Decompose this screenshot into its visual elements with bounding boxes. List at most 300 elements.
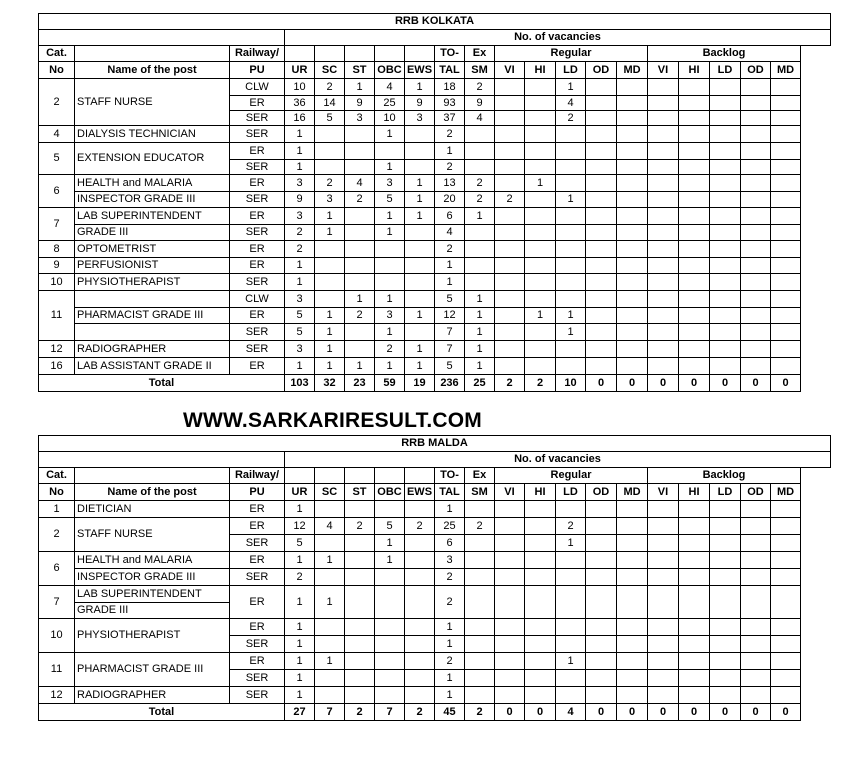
- table-row: [39, 143, 831, 160]
- total-cell: 2: [405, 704, 435, 721]
- cell-bod: [741, 586, 771, 619]
- cell-sc: 1: [315, 586, 345, 619]
- cell-st: [345, 274, 375, 291]
- cell-post: EXTENSION EDUCATOR: [75, 143, 230, 175]
- header-cell: SC: [315, 484, 345, 501]
- cell-vi: [495, 636, 525, 653]
- total-cell: 7: [315, 704, 345, 721]
- cell-railway: SER: [230, 569, 285, 586]
- cell-ld: [556, 208, 586, 225]
- cell-ld: [556, 274, 586, 291]
- cell-ur: 1: [285, 653, 315, 670]
- cell-obc: 1: [375, 208, 405, 225]
- cell-bhi: [679, 324, 710, 341]
- cell-total: 7: [435, 341, 465, 358]
- cell-post: OPTOMETRIST: [75, 241, 230, 258]
- total-cell: 19: [405, 375, 435, 392]
- cell-od: [586, 308, 617, 324]
- cell-md: [617, 143, 648, 160]
- cell-obc: 10: [375, 111, 405, 126]
- cell-sc: [315, 241, 345, 258]
- cell-bmd: [771, 225, 801, 241]
- cell-vi: [495, 96, 525, 111]
- cell-bld: [710, 636, 741, 653]
- cell-cat: 5: [39, 143, 75, 175]
- cell-ld: 1: [556, 653, 586, 670]
- cell-bvi: [648, 192, 679, 208]
- cell-bhi: [679, 308, 710, 324]
- header-cell: Ex: [465, 46, 495, 62]
- total-cell: 0: [648, 704, 679, 721]
- header-cell: VI: [648, 62, 679, 79]
- cell-vi: [495, 535, 525, 552]
- cell-hi: [525, 619, 556, 636]
- cell-ur: 5: [285, 535, 315, 552]
- cell-sc: 1: [315, 225, 345, 241]
- cell-st: 2: [345, 518, 375, 535]
- cell-ur: 5: [285, 308, 315, 324]
- cell-railway: ER: [230, 358, 285, 375]
- cell-obc: [375, 241, 405, 258]
- cell-bvi: [648, 175, 679, 192]
- cell-total: 2: [435, 126, 465, 143]
- cell-total: 20: [435, 192, 465, 208]
- rrb-kolkata-table: [38, 13, 831, 392]
- table-row: [39, 208, 831, 225]
- cell-st: [345, 160, 375, 175]
- cell-exsm: 4: [465, 111, 495, 126]
- header-cell: TO-: [435, 468, 465, 484]
- cell-hi: [525, 518, 556, 535]
- cell-exsm: [465, 670, 495, 687]
- cell-md: [617, 636, 648, 653]
- cell-sc: 2: [315, 79, 345, 96]
- cell-vi: [495, 670, 525, 687]
- total-cell: 0: [679, 704, 710, 721]
- cell-bmd: [771, 192, 801, 208]
- cell-st: [345, 501, 375, 518]
- cell-od: [586, 569, 617, 586]
- cell-md: [617, 687, 648, 704]
- header-cell: OBC: [375, 62, 405, 79]
- header-row-2: [39, 46, 831, 62]
- cell-vi: [495, 258, 525, 274]
- cell-md: [617, 160, 648, 175]
- cell-bhi: [679, 291, 710, 308]
- cell-cat: 8: [39, 241, 75, 258]
- table-row: [39, 308, 831, 324]
- cell-bhi: [679, 96, 710, 111]
- cell-bld: [710, 160, 741, 175]
- cell-post: GRADE III: [75, 603, 230, 619]
- cell-bvi: [648, 96, 679, 111]
- cell-bvi: [648, 687, 679, 704]
- cell-exsm: [465, 160, 495, 175]
- cell-exsm: [465, 241, 495, 258]
- cell-railway: SER: [230, 636, 285, 653]
- cell-od: [586, 96, 617, 111]
- cell-bld: [710, 126, 741, 143]
- cell-od: [586, 653, 617, 670]
- cell-exsm: [465, 126, 495, 143]
- header-cell: OD: [741, 484, 771, 501]
- total-cell: 2: [495, 375, 525, 392]
- cell-cat: 10: [39, 619, 75, 653]
- cell-vi: [495, 225, 525, 241]
- cell-post: STAFF NURSE: [75, 518, 230, 552]
- cell-ews: [405, 552, 435, 569]
- cell-total: 1: [435, 258, 465, 274]
- cell-ews: 1: [405, 192, 435, 208]
- cell-od: [586, 535, 617, 552]
- cell-bhi: [679, 687, 710, 704]
- cell-ld: [556, 586, 586, 619]
- cell-railway: ER: [230, 653, 285, 670]
- total-cell: 4: [556, 704, 586, 721]
- cell-cat: 16: [39, 358, 75, 375]
- header-cell: OBC: [375, 484, 405, 501]
- total-cell: 2: [465, 704, 495, 721]
- cell-ld: [556, 225, 586, 241]
- cell-railway: SER: [230, 274, 285, 291]
- cell-od: [586, 126, 617, 143]
- cell-md: [617, 126, 648, 143]
- cell-ews: [405, 143, 435, 160]
- cell-hi: [525, 552, 556, 569]
- cell-bod: [741, 535, 771, 552]
- total-cell: 0: [586, 704, 617, 721]
- cell-bod: [741, 225, 771, 241]
- cell-bld: [710, 341, 741, 358]
- total-cell: 10: [556, 375, 586, 392]
- cell-bld: [710, 586, 741, 619]
- cell-st: [345, 670, 375, 687]
- cell-obc: [375, 501, 405, 518]
- cell-bld: [710, 308, 741, 324]
- cell-bmd: [771, 687, 801, 704]
- cell-total: 2: [435, 569, 465, 586]
- cell-bod: [741, 241, 771, 258]
- cell-bhi: [679, 636, 710, 653]
- header-cell: Railway/: [230, 46, 285, 62]
- cell-cat: 7: [39, 586, 75, 619]
- cell-hi: [525, 192, 556, 208]
- cell-bod: [741, 175, 771, 192]
- cell-st: [345, 341, 375, 358]
- cell-od: [586, 687, 617, 704]
- cell-st: [345, 687, 375, 704]
- header-cell: UR: [285, 484, 315, 501]
- header-cell: SM: [465, 62, 495, 79]
- cell-bhi: [679, 160, 710, 175]
- total-cell: 59: [375, 375, 405, 392]
- cell-bhi: [679, 518, 710, 535]
- cell-bhi: [679, 208, 710, 225]
- cell-vi: [495, 324, 525, 341]
- cell-od: [586, 341, 617, 358]
- cell-bvi: [648, 586, 679, 619]
- cell-hi: [525, 569, 556, 586]
- cell-post: PHARMACIST GRADE III: [75, 308, 230, 324]
- regular-header: Regular: [495, 468, 648, 484]
- cell-bmd: [771, 274, 801, 291]
- cell-ur: 36: [285, 96, 315, 111]
- header-cell: PU: [230, 484, 285, 501]
- header-cell: HI: [525, 484, 556, 501]
- cell-vi: [495, 552, 525, 569]
- cell-ur: 1: [285, 670, 315, 687]
- cell-obc: 5: [375, 518, 405, 535]
- totals-row: [39, 704, 831, 721]
- cell-sc: [315, 670, 345, 687]
- cell-bld: [710, 535, 741, 552]
- title-row: [39, 436, 831, 452]
- cell-ur: 1: [285, 160, 315, 175]
- cell-vi: [495, 501, 525, 518]
- cell-total: 5: [435, 291, 465, 308]
- cell-od: [586, 79, 617, 96]
- cell-bod: [741, 192, 771, 208]
- cell-bvi: [648, 126, 679, 143]
- cell-ld: [556, 569, 586, 586]
- cell-obc: [375, 636, 405, 653]
- cell-ews: [405, 670, 435, 687]
- cell-ld: [556, 160, 586, 175]
- header-row-1: [39, 452, 831, 468]
- cell-md: [617, 79, 648, 96]
- cell-bvi: [648, 160, 679, 175]
- cell-hi: [525, 258, 556, 274]
- cell-total: 4: [435, 225, 465, 241]
- table-row: [39, 518, 831, 535]
- cell-ld: [556, 241, 586, 258]
- cell-vi: [495, 126, 525, 143]
- header-cell: Railway/: [230, 468, 285, 484]
- cell-bmd: [771, 670, 801, 687]
- cell-md: [617, 241, 648, 258]
- cell-bvi: [648, 653, 679, 670]
- cell-hi: [525, 291, 556, 308]
- cell-st: [345, 569, 375, 586]
- cell-bvi: [648, 225, 679, 241]
- cell-cat: 1: [39, 501, 75, 518]
- cell-md: [617, 653, 648, 670]
- cell-hi: [525, 111, 556, 126]
- cell-bvi: [648, 274, 679, 291]
- cell-obc: [375, 569, 405, 586]
- table-row: [39, 192, 831, 208]
- total-cell: 236: [435, 375, 465, 392]
- cell-hi: [525, 653, 556, 670]
- cell-railway: ER: [230, 586, 285, 619]
- cell-total: 1: [435, 636, 465, 653]
- header-cell: VI: [648, 484, 679, 501]
- cell-vi: [495, 569, 525, 586]
- cell-ld: 1: [556, 79, 586, 96]
- header-cell: No: [39, 484, 75, 501]
- cell-cat: 11: [39, 291, 75, 341]
- cell-total: 25: [435, 518, 465, 535]
- cell-railway: ER: [230, 143, 285, 160]
- cell-vi: [495, 208, 525, 225]
- cell-vi: [495, 308, 525, 324]
- cell-bhi: [679, 274, 710, 291]
- total-cell: 0: [710, 704, 741, 721]
- cell-od: [586, 586, 617, 619]
- header-cell: ST: [345, 484, 375, 501]
- cell-od: [586, 175, 617, 192]
- total-cell: 7: [375, 704, 405, 721]
- cell-ld: [556, 358, 586, 375]
- header-cell: VI: [495, 62, 525, 79]
- total-cell: 0: [771, 375, 801, 392]
- header-cell: [345, 468, 375, 484]
- cell-exsm: 1: [465, 208, 495, 225]
- cell-bod: [741, 111, 771, 126]
- cell-bld: [710, 569, 741, 586]
- header-cell: [345, 46, 375, 62]
- cell-ews: [405, 653, 435, 670]
- cell-exsm: 1: [465, 308, 495, 324]
- cell-ur: 10: [285, 79, 315, 96]
- header-cell: Cat.: [39, 468, 75, 484]
- cell-bld: [710, 258, 741, 274]
- cell-hi: 1: [525, 308, 556, 324]
- header-row-3: [39, 62, 831, 79]
- cell-total: 18: [435, 79, 465, 96]
- cell-st: 9: [345, 96, 375, 111]
- total-cell: 0: [617, 375, 648, 392]
- table-row: [39, 552, 831, 569]
- cell-md: [617, 518, 648, 535]
- cell-hi: [525, 96, 556, 111]
- cell-bvi: [648, 341, 679, 358]
- cell-sc: [315, 569, 345, 586]
- cell-od: [586, 192, 617, 208]
- cell-md: [617, 501, 648, 518]
- cell-bmd: [771, 518, 801, 535]
- cell-total: 6: [435, 208, 465, 225]
- cell-bmd: [771, 324, 801, 341]
- cell-sc: 4: [315, 518, 345, 535]
- cell-exsm: [465, 687, 495, 704]
- cell-post: DIETICIAN: [75, 501, 230, 518]
- cell-exsm: 1: [465, 324, 495, 341]
- header-cell: [285, 468, 315, 484]
- cell-railway: ER: [230, 175, 285, 192]
- cell-ld: [556, 552, 586, 569]
- cell-bmd: [771, 341, 801, 358]
- cell-bmd: [771, 291, 801, 308]
- cell-bod: [741, 501, 771, 518]
- cell-total: 2: [435, 653, 465, 670]
- cell-bhi: [679, 619, 710, 636]
- cell-ur: 3: [285, 208, 315, 225]
- cell-md: [617, 552, 648, 569]
- header-row-1: [39, 30, 831, 46]
- cell-ld: [556, 291, 586, 308]
- cell-bhi: [679, 175, 710, 192]
- cell-od: [586, 241, 617, 258]
- header-cell: [405, 468, 435, 484]
- cell-bod: [741, 208, 771, 225]
- cell-vi: [495, 653, 525, 670]
- cell-bmd: [771, 586, 801, 619]
- header-cell: MD: [617, 62, 648, 79]
- cell-ews: [405, 126, 435, 143]
- cell-obc: 3: [375, 175, 405, 192]
- cell-st: 3: [345, 111, 375, 126]
- cell-hi: [525, 670, 556, 687]
- cell-railway: SER: [230, 687, 285, 704]
- cell-ews: [405, 274, 435, 291]
- cell-sc: [315, 687, 345, 704]
- cell-sc: [315, 126, 345, 143]
- total-cell: 0: [648, 375, 679, 392]
- cell-cat: 7: [39, 208, 75, 241]
- cell-obc: [375, 143, 405, 160]
- cell-vi: [495, 687, 525, 704]
- cell-bvi: [648, 552, 679, 569]
- cell-post: HEALTH and MALARIA: [75, 552, 230, 569]
- table-row: [39, 175, 831, 192]
- cell-railway: ER: [230, 518, 285, 535]
- cell-bld: [710, 241, 741, 258]
- cell-vi: [495, 143, 525, 160]
- cell-obc: [375, 258, 405, 274]
- cell-bhi: [679, 358, 710, 375]
- table-row: [39, 324, 831, 341]
- cell-bhi: [679, 258, 710, 274]
- cell-cat: 10: [39, 274, 75, 291]
- cell-sc: [315, 619, 345, 636]
- cell-md: [617, 225, 648, 241]
- cell-total: 5: [435, 358, 465, 375]
- cell-bmd: [771, 208, 801, 225]
- cell-ews: [405, 586, 435, 619]
- cell-bld: [710, 501, 741, 518]
- cell-bod: [741, 569, 771, 586]
- cell-vi: [495, 160, 525, 175]
- cell-sc: [315, 291, 345, 308]
- cell-bhi: [679, 79, 710, 96]
- cell-ur: 3: [285, 175, 315, 192]
- cell-railway: SER: [230, 160, 285, 175]
- header-cell: MD: [771, 484, 801, 501]
- cell-ur: 1: [285, 258, 315, 274]
- cell-hi: [525, 208, 556, 225]
- header-cell: OD: [586, 62, 617, 79]
- cell-total: 13: [435, 175, 465, 192]
- cell-od: [586, 501, 617, 518]
- total-cell: 0: [741, 704, 771, 721]
- cell-vi: [495, 241, 525, 258]
- cell-obc: 1: [375, 160, 405, 175]
- cell-bld: [710, 175, 741, 192]
- header-cell: OD: [586, 484, 617, 501]
- cell-bld: [710, 687, 741, 704]
- cell-obc: 1: [375, 225, 405, 241]
- cell-total: 93: [435, 96, 465, 111]
- cell-exsm: 2: [465, 192, 495, 208]
- cell-post: INSPECTOR GRADE III: [75, 192, 230, 208]
- cell-cat: 9: [39, 258, 75, 274]
- cell-railway: CLW: [230, 79, 285, 96]
- rrb-malda-table: [38, 435, 831, 721]
- cell-bhi: [679, 552, 710, 569]
- cell-md: [617, 111, 648, 126]
- cell-st: [345, 143, 375, 160]
